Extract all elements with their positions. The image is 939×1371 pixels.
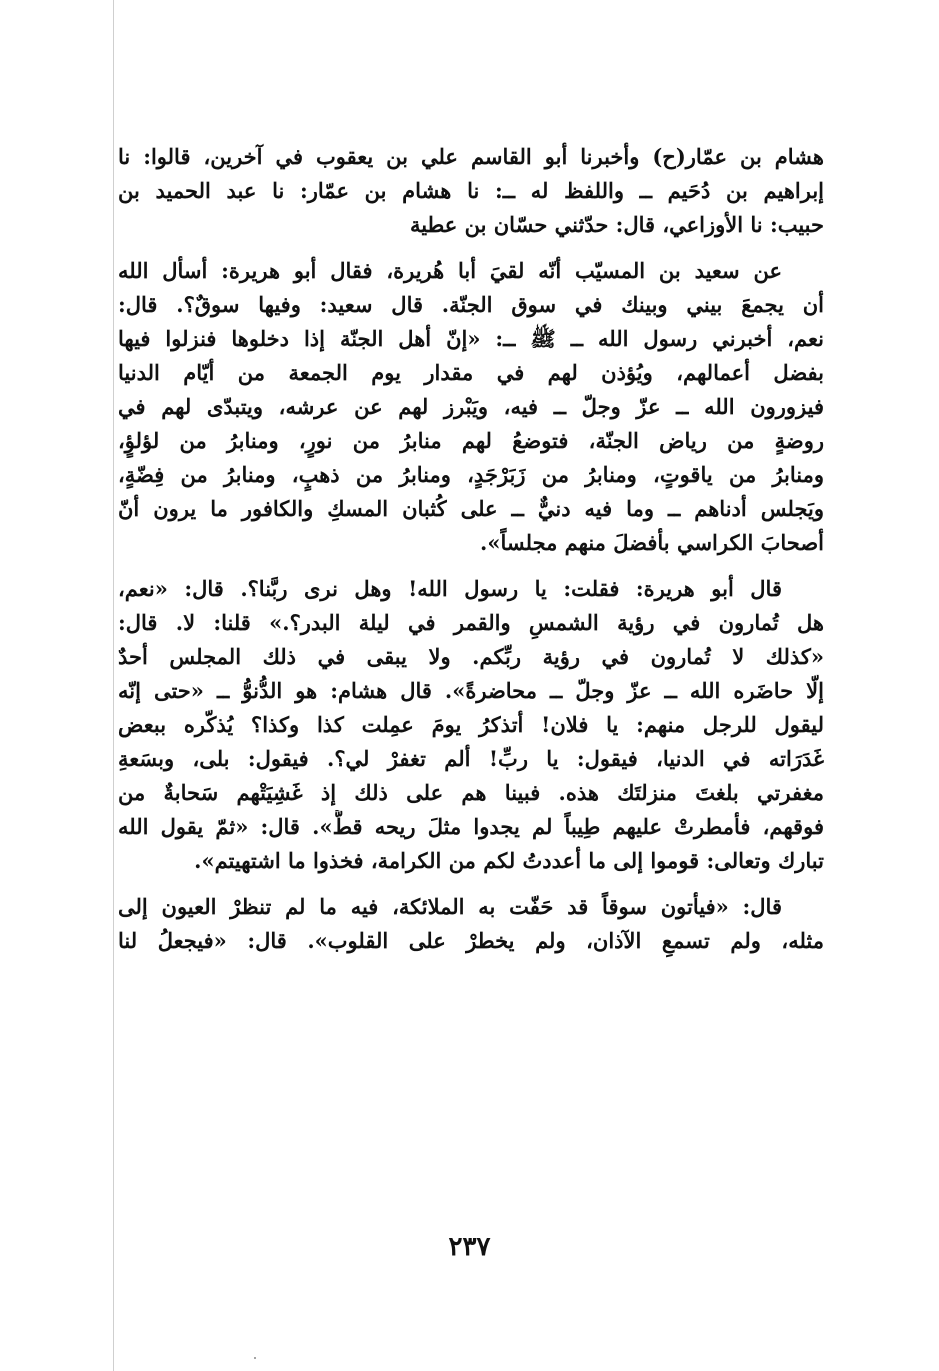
- text-line: مثله، ولم تسمعِ الآذان، ولم يخطرْ على القلوب». قال: «فيجعلُ لنا: [118, 928, 824, 953]
- text-line: ويَجلس أدناهم ــ وما فيه دنيٌّ ــ على كُثبان المسكِ والكافور ما يرون أنّ: [118, 496, 824, 521]
- paragraph-hadith-1: [118, 254, 824, 560]
- text-line: بفضل أعمالهم، ويُؤذن لهم في مقدار يوم الجمعة من أيّام الدنيا: [118, 360, 824, 385]
- text-line: فيزورون الله ــ عزّ وجلّ ــ فيه، ويَبْرز لهم عن عرشه، ويتبدّى لهم في: [118, 394, 824, 419]
- paragraph-hadith-3: [118, 890, 824, 958]
- paragraph-hadith-2: [118, 572, 824, 878]
- text-line: مغفرتي بلغتَ منزلتَك هذه. فبينا هم على ذلك إذ غَشِيَتْهم سَحابةٌ من: [118, 780, 824, 805]
- body-text: [118, 140, 824, 958]
- text-line: حبيب: نا الأوزاعي، قال: حدّثني حسّان بن عطية: [409, 212, 824, 237]
- text-line: نعم، أخبرني رسول الله ــ ﷺ ــ: «إنّ أهل الجنّة إذا دخلوها فنزلوا فيها: [118, 326, 824, 351]
- text-line: أن يجمعَ بيني وبينك في سوق الجنّة. قال سعيد: وفيها سوقٌ؟. قال:: [118, 292, 824, 317]
- text-line: إبراهيم بن دُحَيم ــ واللفظ له ــ: نا هشام بن عمّار: نا عبد الحميد بن: [118, 178, 824, 203]
- text-line: أصحابَ الكراسي بأفضلَ منهم مجلساً».: [480, 530, 824, 555]
- text-line: تبارك وتعالى: قوموا إلى ما أعددتُ لكم من الكرامة، فخذوا ما اشتهيتم».: [194, 848, 824, 873]
- text-line: «كذلك لا تُمارون في رؤية ربِّكم. ولا يبقى في ذلك المجلس أحدٌ: [118, 644, 824, 669]
- text-line: عن سعيد بن المسيّب أنّه لقيَ أبا هُريرة، فقال أبو هريرة: أسأل الله: [118, 258, 782, 283]
- text-line: ومنابرُ من ياقوتٍ، ومنابرُ من زَبَرْجَدٍ، ومنابرُ من ذهبٍ، ومنابرُ من فِضّةٍ،: [118, 462, 824, 487]
- text-line: إلّا حاضَره الله ــ عزّ وجلّ ــ محاضرةً». قال هشام: هو الدُّنوُّ ــ «حتى إنّه: [118, 678, 824, 703]
- text-line: غَدَرَاته في الدنيا، فيقول: يا ربِّ! ألم تغفرْ لي؟. فيقول: بلى، وبسَعةِ: [118, 746, 824, 771]
- text-line: قال أبو هريرة: فقلت: يا رسول الله! وهل نرى ربَّنا؟. قال: «نعم،: [118, 576, 782, 601]
- page-number: ٢٣٧: [448, 1232, 491, 1262]
- text-line: فوقهم، فأمطرتْ عليهم طِيباً لم يجدوا مثلَ ريحه قطُّ». قال: «ثمّ يقول الله: [118, 814, 824, 839]
- scan-speck: [254, 1357, 256, 1359]
- text-line: ليقول للرجل منهم: يا فلان! أتذكرُ يومَ عمِلت كذا وكذا؟ يُذكّره ببعض: [118, 712, 824, 737]
- text-line: قال: «فيأتون سوقاً قد حَفّت به الملائكة، فيه ما لم تنظرْ العيون إلى: [118, 894, 782, 919]
- text-line: روضةٍ من رياض الجنّة، فتوضعُ لهم منابرُ من نورٍ، ومنابرُ من لؤلؤٍ،: [118, 428, 824, 453]
- text-line: هشام بن عمّار(ح) وأخبرنا أبو القاسم علي بن يعقوب في آخرين، قالوا: نا: [118, 144, 824, 169]
- paragraph-isnad: [118, 140, 824, 242]
- page-edge-line: [113, 0, 114, 1371]
- text-line: هل تُمارون في رؤية الشمسِ والقمر في ليلة البدر؟.» قلنا: لا. قال:: [118, 610, 824, 635]
